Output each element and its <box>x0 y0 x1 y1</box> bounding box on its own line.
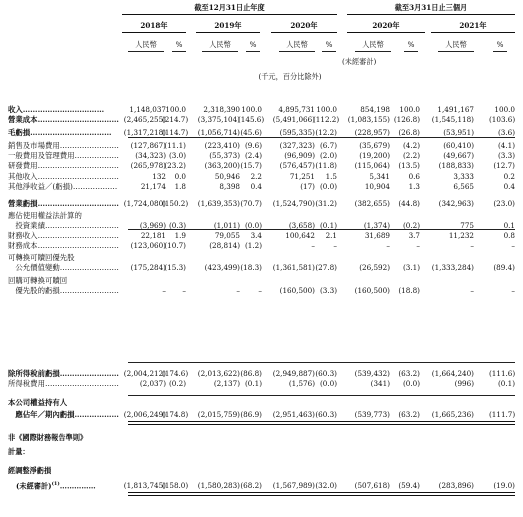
year-rule <box>431 32 515 33</box>
cell-percent: (63.2) <box>398 410 420 419</box>
col-rmb: 人民幣 <box>135 40 157 49</box>
cell-amount: (423,499) <box>204 263 240 272</box>
sub-rule <box>279 51 315 52</box>
total-double-rule <box>128 421 515 425</box>
cell-amount: (1,664,240) <box>431 369 474 378</box>
cell-percent: – <box>416 241 420 250</box>
cell-percent: 3.7 <box>408 231 420 240</box>
cell-percent: (32.0) <box>315 481 337 490</box>
cell-percent: (114.7) <box>162 128 189 137</box>
cell-percent: (68.2) <box>240 481 262 490</box>
cell-amount: 79,055 <box>214 231 240 240</box>
footer-double-rule <box>128 492 515 496</box>
cell-percent: (103.6) <box>489 115 516 124</box>
header-rule <box>122 14 337 15</box>
row-label: 營業成本…………………………… <box>8 115 119 124</box>
cell-amount: (34,323) <box>135 151 166 160</box>
cell-percent: 100.0 <box>494 105 515 114</box>
cell-amount: (55,373) <box>209 151 240 160</box>
cell-amount: (19,200) <box>359 151 390 160</box>
cell-percent: (111.7) <box>489 410 516 419</box>
cell-amount: (507,618) <box>354 481 390 490</box>
cell-percent: 3.4 <box>250 231 262 240</box>
cell-percent: (150.2) <box>162 199 189 208</box>
cell-amount: 3,333 <box>453 172 474 181</box>
year-2020: 2020年 <box>290 21 318 30</box>
cell-amount: (5,491,066) <box>272 115 315 124</box>
year-2021-q: 2021年 <box>459 21 487 30</box>
table-row <box>0 253 523 263</box>
cell-amount: (1,580,283) <box>197 481 240 490</box>
cell-percent: (0.2) <box>402 221 420 230</box>
cell-percent: (3.3) <box>319 286 337 295</box>
row-label: 收入…………………………… <box>8 105 105 114</box>
subtotal-rule <box>128 229 515 230</box>
cell-percent: 1.3 <box>408 182 420 191</box>
cell-amount: – <box>470 241 474 250</box>
cell-percent: (3.6) <box>497 128 515 137</box>
cell-percent: 1.8 <box>174 182 186 191</box>
cell-percent: (11.1) <box>164 141 186 150</box>
cell-amount: (160,500) <box>354 286 390 295</box>
cell-amount: (1,639,353) <box>197 199 240 208</box>
cell-percent: (112.2) <box>313 115 340 124</box>
cell-amount: 4,895,731 <box>278 105 315 114</box>
table-row <box>0 369 523 379</box>
cell-amount: (2,006,249) <box>123 410 166 419</box>
cell-percent: (18.3) <box>240 263 262 272</box>
cell-amount: (341) <box>370 379 390 388</box>
cell-amount: (2,004,212) <box>123 369 166 378</box>
col-pct: % <box>496 40 504 49</box>
cell-amount: 10,904 <box>364 182 390 191</box>
cell-percent: 100.0 <box>165 105 186 114</box>
cell-amount: (327,323) <box>279 141 315 150</box>
cell-percent: (11.8) <box>315 161 337 170</box>
cell-amount: (1,361,581) <box>272 263 315 272</box>
row-label: 毛虧損…………………………… <box>8 128 112 137</box>
cell-amount: (1,317,218) <box>123 128 166 137</box>
cell-amount: – <box>236 286 240 295</box>
cell-percent: (0.1) <box>319 221 337 230</box>
cell-amount: (35,679) <box>359 141 390 150</box>
cell-percent: 0.4 <box>503 182 515 191</box>
table-row <box>0 115 523 125</box>
cell-amount: (265,978) <box>130 161 166 170</box>
sub-rule <box>355 51 391 52</box>
cell-percent: 0.6 <box>408 172 420 181</box>
cell-amount: (1,374) <box>363 221 390 230</box>
cell-percent: 0.0 <box>174 172 186 181</box>
row-label: 其他淨收益／(虧損)……………… <box>8 182 118 191</box>
col-rmb: 人民幣 <box>286 40 308 49</box>
cell-amount: 11,232 <box>448 231 474 240</box>
cell-amount: (96,909) <box>284 151 315 160</box>
cell-amount: 1,491,167 <box>437 105 474 114</box>
cell-percent: (45.6) <box>240 128 262 137</box>
cell-percent: (86.9) <box>240 410 262 419</box>
header-group-annual: 截至12月31日止年度 <box>194 3 265 12</box>
cell-percent: (63.2) <box>398 369 420 378</box>
col-pct: % <box>325 40 333 49</box>
row-label: 可轉換可贖回優先股 <box>8 253 75 262</box>
cell-amount: (53,951) <box>443 128 474 137</box>
cell-percent: (2.0) <box>319 151 337 160</box>
adjusted-net-loss-label: 經調整淨虧損 <box>8 466 52 475</box>
sub-rule <box>128 51 164 52</box>
cell-percent: (9.6) <box>244 141 262 150</box>
cell-amount: (2,137) <box>213 379 240 388</box>
row-label: 回購可轉換可贖回 <box>8 276 68 285</box>
cell-percent: – <box>511 241 515 250</box>
cell-percent: 2.1 <box>325 231 337 240</box>
cell-percent: 0.1 <box>503 221 515 230</box>
sub-rule <box>202 51 238 52</box>
cell-percent: (86.8) <box>240 369 262 378</box>
cell-percent: (59.4) <box>398 481 420 490</box>
cell-amount: (1,333,284) <box>431 263 474 272</box>
cell-percent: (0.1) <box>244 379 262 388</box>
table-row <box>0 211 523 221</box>
cell-amount: – <box>162 286 166 295</box>
table-row <box>0 410 523 420</box>
cell-percent: (2.2) <box>402 151 420 160</box>
row-label: 優先股的虧損…………………… <box>8 286 119 295</box>
cell-percent: (18.8) <box>398 286 420 295</box>
cell-amount: 21,174 <box>140 182 166 191</box>
header-rule <box>347 14 515 15</box>
year-2019: 2019年 <box>214 21 242 30</box>
cell-amount: (1,056,714) <box>197 128 240 137</box>
cell-percent: – <box>333 241 337 250</box>
cell-percent: (0.0) <box>319 379 337 388</box>
cell-amount: (1,813,745) <box>123 481 166 490</box>
cell-percent: (4.1) <box>497 141 515 150</box>
cell-percent: (27.8) <box>315 263 337 272</box>
cell-amount: (1,665,236) <box>431 410 474 419</box>
cell-percent: (15.3) <box>164 263 186 272</box>
cell-amount: (28,814) <box>209 241 240 250</box>
row-label: 銷售及市場費用…………………… <box>8 141 119 150</box>
cell-amount: (160,500) <box>279 286 315 295</box>
cell-percent: (3.1) <box>402 263 420 272</box>
cell-amount: (1,011) <box>213 221 240 230</box>
cell-amount: (2,037) <box>139 379 166 388</box>
table-row <box>0 105 523 115</box>
cell-amount: (576,457) <box>279 161 315 170</box>
cell-percent: (145.6) <box>238 115 265 124</box>
row-label: 營業虧損…………………………… <box>8 199 119 208</box>
table-row <box>0 151 523 161</box>
footnote-ref: (1) <box>51 481 60 487</box>
cell-amount: (188,833) <box>438 161 474 170</box>
subtotal-rule <box>128 137 515 138</box>
cell-percent: (0.0) <box>244 221 262 230</box>
cell-amount: 132 <box>152 172 166 181</box>
cell-amount: (3,375,104) <box>197 115 240 124</box>
cell-percent: (70.7) <box>240 199 262 208</box>
cell-percent: (31.2) <box>315 199 337 208</box>
adjusted-net-loss-sub: (未經審計)$^{(1)}$…………… <box>16 481 96 491</box>
cell-amount: (1,545,118) <box>431 115 474 124</box>
cell-percent: (60.3) <box>315 369 337 378</box>
cell-percent: 100.0 <box>241 105 262 114</box>
cell-percent: (1.2) <box>244 241 262 250</box>
cell-percent: (3.3) <box>497 151 515 160</box>
row-label: 所得稅費用………………………… <box>8 379 119 388</box>
cell-amount: 8,398 <box>219 182 240 191</box>
year-rule <box>122 32 186 33</box>
cell-amount: 854,198 <box>360 105 390 114</box>
cell-amount: (996) <box>454 379 474 388</box>
cell-percent: 100.0 <box>399 105 420 114</box>
table-row <box>0 172 523 182</box>
cell-amount: (3,658) <box>288 221 315 230</box>
cell-percent: (111.6) <box>489 369 516 378</box>
year-rule <box>271 32 337 33</box>
cell-percent: (4.2) <box>402 141 420 150</box>
cell-amount: (1,576) <box>288 379 315 388</box>
cell-amount: (539,773) <box>354 410 390 419</box>
row-label: 財務收入…………………………… <box>8 231 119 240</box>
cell-amount: – <box>386 241 390 250</box>
cell-amount: (1,524,790) <box>272 199 315 208</box>
cell-amount: 100,642 <box>285 231 315 240</box>
cell-percent: (0.1) <box>497 379 515 388</box>
row-label: 應佔年／期內虧損……………… <box>8 410 119 419</box>
cell-amount: (382,655) <box>354 199 390 208</box>
cell-amount: 31,689 <box>364 231 390 240</box>
cell-amount: (363,200) <box>204 161 240 170</box>
cell-amount: (2,015,759) <box>197 410 240 419</box>
cell-amount: – <box>470 286 474 295</box>
cell-percent: (12.7) <box>493 161 515 170</box>
cell-percent: (60.3) <box>315 410 337 419</box>
subtotal-rule <box>128 362 515 363</box>
cell-amount: – <box>311 241 315 250</box>
cell-percent: (23.2) <box>164 161 186 170</box>
cell-percent: (0.2) <box>168 379 186 388</box>
table-row <box>0 379 523 389</box>
sub-rule <box>493 51 507 52</box>
cell-amount: (49,667) <box>443 151 474 160</box>
cell-percent: (3.0) <box>168 151 186 160</box>
cell-amount: (1,567,989) <box>272 481 315 490</box>
col-rmb: 人民幣 <box>209 40 231 49</box>
col-rmb: 人民幣 <box>445 40 467 49</box>
row-label: 其他收入…………………………… <box>8 172 119 181</box>
cell-percent: (158.0) <box>162 481 189 490</box>
cell-amount: 22,181 <box>140 231 166 240</box>
cell-percent: 2.2 <box>250 172 262 181</box>
cell-amount: (3,969) <box>139 221 166 230</box>
table-row <box>0 241 523 251</box>
cell-amount: (2,465,255) <box>123 115 166 124</box>
cell-amount: 1,148,037 <box>129 105 166 114</box>
cell-amount: (1,083,155) <box>347 115 390 124</box>
header-group-quarterly: 截至3月31日止三個月 <box>394 3 468 12</box>
cell-amount: 50,946 <box>214 172 240 181</box>
cell-amount: 6,565 <box>453 182 474 191</box>
cell-amount: 2,318,390 <box>203 105 240 114</box>
col-pct: % <box>407 40 415 49</box>
row-label: 應佔使用權益法計算的 <box>8 211 82 220</box>
cell-percent: (26.8) <box>398 128 420 137</box>
cell-percent: (214.7) <box>162 115 189 124</box>
year-rule <box>196 32 260 33</box>
cell-amount: (115,064) <box>354 161 390 170</box>
cell-percent: 1.9 <box>174 231 186 240</box>
cell-amount: (2,013,622) <box>197 369 240 378</box>
cell-percent: 0.8 <box>503 231 515 240</box>
cell-percent: – <box>258 286 262 295</box>
cell-amount: (228,957) <box>354 128 390 137</box>
cell-percent: (0.0) <box>319 182 337 191</box>
table-row <box>0 286 523 296</box>
cell-percent: (0.0) <box>402 379 420 388</box>
col-pct: % <box>175 40 183 49</box>
table-row <box>0 199 523 209</box>
cell-percent: (19.0) <box>493 481 515 490</box>
cell-percent: – <box>511 286 515 295</box>
cell-percent: (15.7) <box>240 161 262 170</box>
row-label: 投資業績………………………… <box>8 221 119 230</box>
cell-amount: (60,410) <box>443 141 474 150</box>
row-label: 財務成本…………………………… <box>8 241 119 250</box>
col-pct: % <box>249 40 257 49</box>
cell-percent: (12.2) <box>315 128 337 137</box>
row-label: 除所得稅前虧損…………………… <box>8 369 119 378</box>
table-row <box>0 263 523 273</box>
table-row <box>0 276 523 286</box>
unit-note: (千元，百分比除外) <box>258 72 322 81</box>
cell-percent: 0.4 <box>250 182 262 191</box>
sub-rule <box>438 51 474 52</box>
row-label: 研發費用…………………………… <box>8 161 119 170</box>
row-label: 公允價值變動…………………… <box>8 263 119 272</box>
cell-percent: (0.3) <box>168 221 186 230</box>
cell-amount: 71,251 <box>289 172 315 181</box>
cell-amount: (127,867) <box>130 141 166 150</box>
cell-amount: (26,592) <box>359 263 390 272</box>
table-row <box>0 182 523 192</box>
cell-amount: (342,963) <box>438 199 474 208</box>
table-row <box>0 141 523 151</box>
cell-amount: (2,949,887) <box>272 369 315 378</box>
cell-percent: (126.8) <box>393 115 420 124</box>
cell-percent: (89.4) <box>493 263 515 272</box>
sub-rule <box>322 51 336 52</box>
cell-percent: – <box>182 286 186 295</box>
row-label: 一般費用及管理費用……………… <box>8 151 119 160</box>
unaudited-note: (未經審計) <box>342 57 377 66</box>
cell-amount: 775 <box>460 221 474 230</box>
cell-amount: (17) <box>300 182 315 191</box>
sub-rule <box>404 51 418 52</box>
cell-amount: (595,335) <box>279 128 315 137</box>
year-2018: 2018年 <box>140 21 168 30</box>
cell-amount: (223,410) <box>204 141 240 150</box>
cell-amount: (123,060) <box>130 241 166 250</box>
sub-rule <box>246 51 260 52</box>
cell-percent: (174.6) <box>162 369 189 378</box>
cell-percent: (13.5) <box>398 161 420 170</box>
cell-percent: (23.0) <box>493 199 515 208</box>
cell-amount: (283,896) <box>438 481 474 490</box>
cell-percent: 100.0 <box>316 105 337 114</box>
cell-amount: (2,951,463) <box>272 410 315 419</box>
row-label: 本公司權益持有人 <box>8 398 68 407</box>
table-row <box>0 398 523 408</box>
non-ifrs-title: 非《國際財務報告準則》 <box>8 433 88 442</box>
table-row <box>0 161 523 171</box>
cell-percent: (174.8) <box>162 410 189 419</box>
cell-percent: (2.4) <box>244 151 262 160</box>
cell-amount: (1,724,080) <box>123 199 166 208</box>
cell-amount: (175,284) <box>130 263 166 272</box>
cell-percent: 1.5 <box>325 172 337 181</box>
cell-percent: (6.7) <box>319 141 337 150</box>
cell-percent: (10.7) <box>164 241 186 250</box>
table-row <box>0 231 523 241</box>
year-2020-q: 2020年 <box>372 21 400 30</box>
cell-percent: 0.2 <box>503 172 515 181</box>
cell-amount: (539,432) <box>354 369 390 378</box>
year-rule <box>347 32 425 33</box>
sub-rule <box>172 51 186 52</box>
subtotal-rule <box>128 395 515 396</box>
measure-label: 計量： <box>8 447 30 456</box>
cell-amount: 5,341 <box>369 172 390 181</box>
cell-percent: (44.8) <box>398 199 420 208</box>
col-rmb: 人民幣 <box>362 40 384 49</box>
